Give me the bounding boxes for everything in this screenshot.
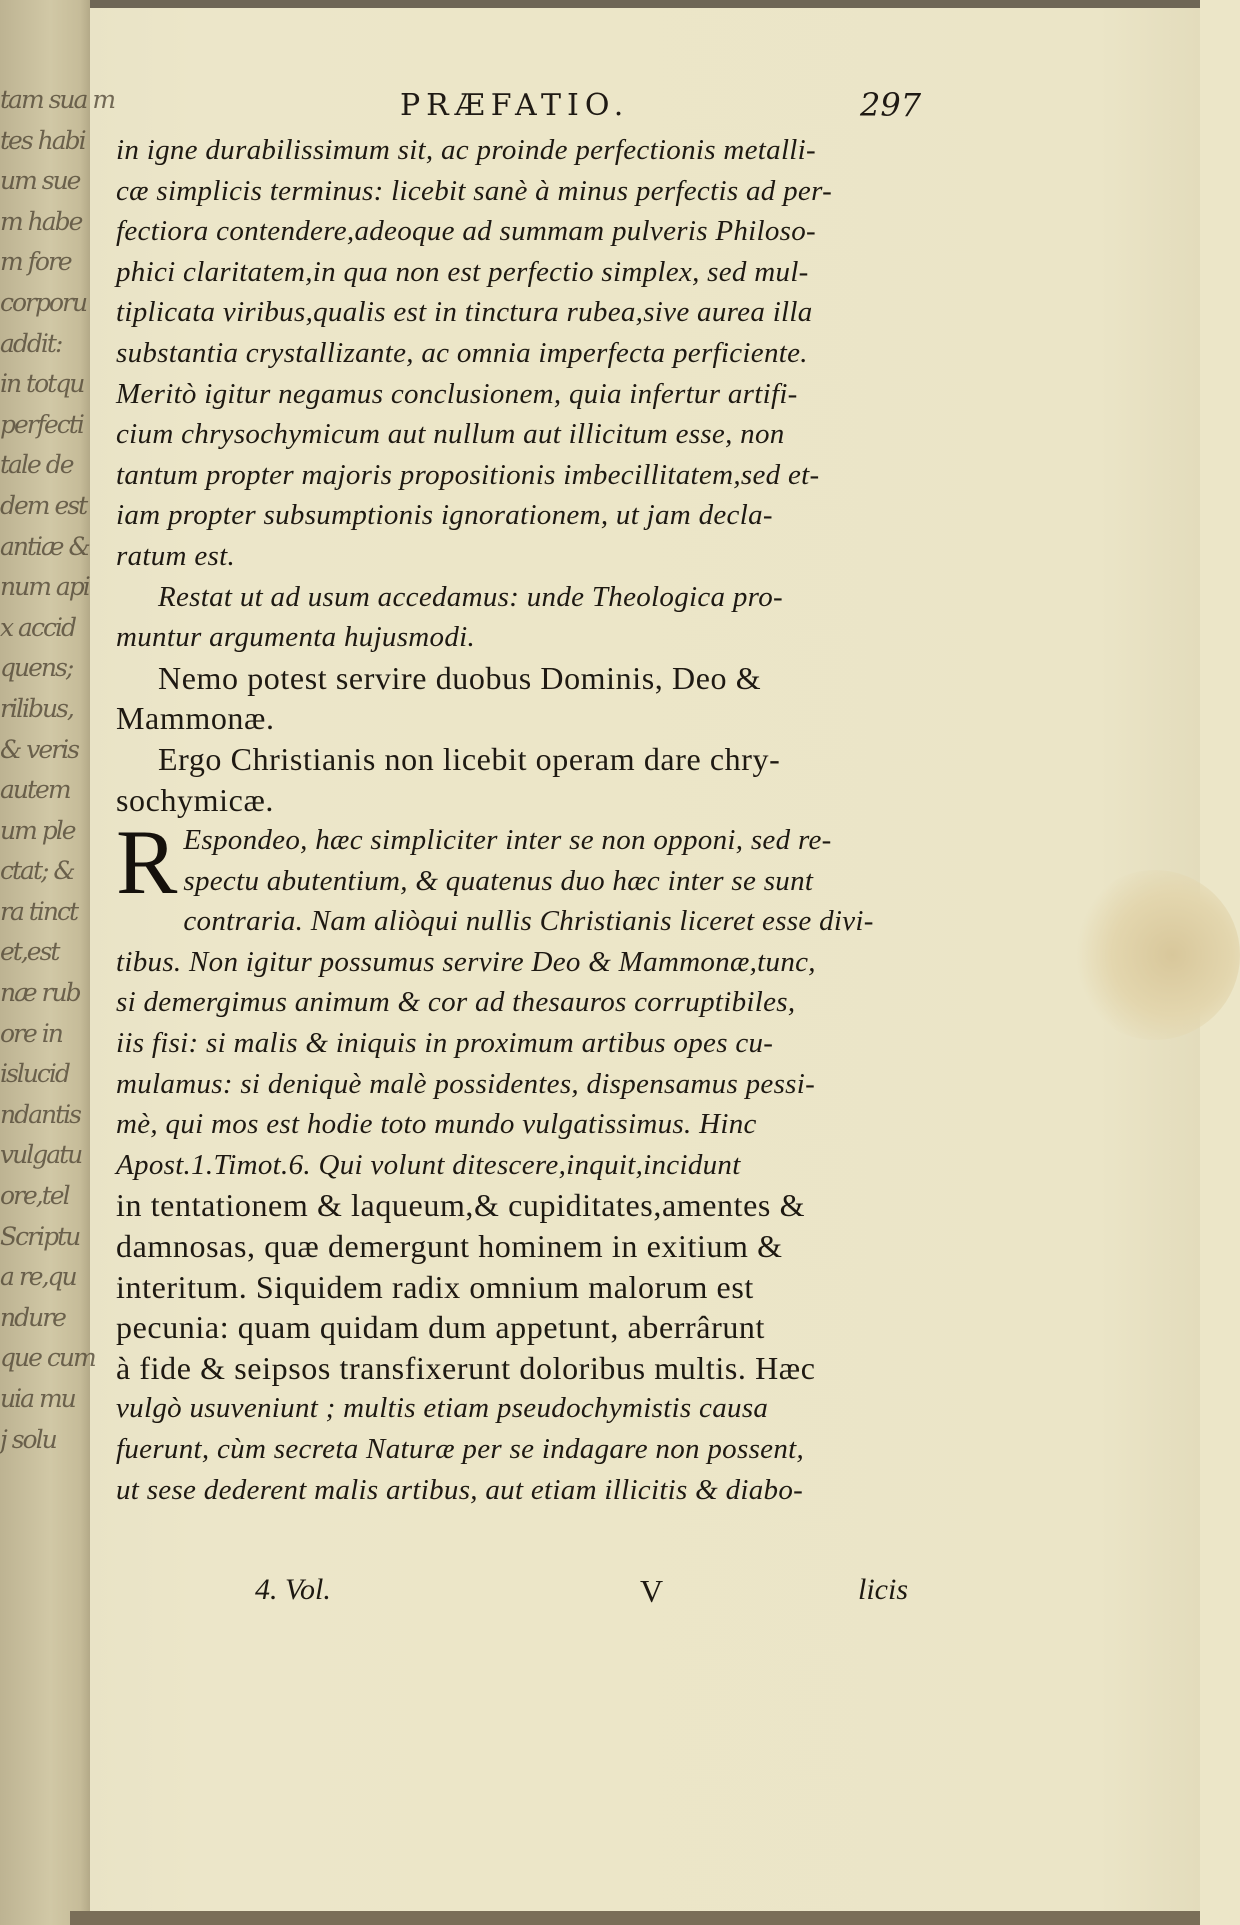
text-line: muntur argumenta hujusmodi. [116, 621, 476, 654]
page-footer [0, 1573, 1200, 1613]
bleed-fragment: corporu [0, 287, 87, 317]
drop-cap-paragraph [116, 811, 916, 914]
text-line: cæ simplicis terminus: licebit sanè à minus perfectis ad per- [116, 174, 833, 207]
bleed-fragment: num api [0, 572, 89, 602]
text-line: si demergimus animum & cor ad thesauros corruptibiles, [116, 986, 796, 1019]
text-line: substantia crystallizante, ac omnia imperfecta perficiente. [116, 336, 808, 369]
bottom-edge [70, 1911, 1200, 1925]
text-line: sochymicæ. [116, 781, 274, 818]
text-line: mè, qui mos est hodie toto mundo vulgatissimus. Hinc [116, 1108, 757, 1141]
text-line: vulgò usuveniunt ; multis etiam pseudochymistis causa [116, 1392, 769, 1425]
bleed-fragment: m fore [0, 247, 71, 277]
bleed-fragment: a re,qu [0, 1262, 76, 1292]
text-line: phici claritatem,in qua non est perfectio simplex, sed mul- [116, 255, 809, 288]
paragraph-block-2 [116, 901, 916, 1510]
drop-cap-initial: R [116, 811, 178, 914]
body-text [116, 130, 916, 1510]
bleed-fragment: tes habi [0, 125, 85, 155]
text-line: tantum propter majoris propositionis imbecillitatem,sed et- [116, 458, 820, 491]
bleed-fragment: islucid [0, 1059, 69, 1089]
paper-stain [1070, 870, 1240, 1040]
bleed-fragment: um ple [0, 815, 75, 845]
text-line: Ergo Christianis non licebit operam dare chry- [158, 740, 781, 777]
running-header: PRÆFATIO. [400, 88, 630, 123]
text-line: spectu abutentium, & quatenus duo hæc inter se sunt [183, 864, 814, 897]
text-line: Meritò igitur negamus conclusionem, quia infertur artifi- [116, 377, 798, 410]
text-line: Apost.1.Timot.6. Qui volunt ditescere,inquit,incidunt [116, 1148, 741, 1181]
bleed-fragment: antiæ & [0, 531, 89, 561]
text-line: pecunia: quam quidam dum appetunt, aberrârunt [116, 1309, 766, 1346]
text-line: cium chrysochymicum aut nullum aut illicitum esse, non [116, 418, 785, 451]
text-line: ratum est. [116, 539, 235, 572]
facing-page-bleed [0, 80, 115, 1600]
text-line: in igne durabilissimum sit, ac proinde perfectionis metalli- [116, 134, 816, 166]
bleed-fragment: Scriptu [0, 1221, 80, 1251]
text-line: tiplicata viribus,qualis est in tinctura rubea,sive aurea illa [116, 296, 813, 329]
text-line: Restat ut ad usum accedamus: unde Theologica pro- [158, 580, 783, 613]
text-line: Espondeo, hæc simpliciter inter se non opponi, sed re- [183, 824, 832, 857]
bleed-fragment: j solu [0, 1424, 56, 1454]
text-line: interitum. Siquidem radix omnium malorum est [116, 1268, 754, 1305]
text-line: mulamus: si deniquè malè possidentes, dispensamus pessi- [116, 1067, 816, 1100]
bleed-fragment: quens; [0, 653, 73, 683]
bleed-fragment: perfecti [0, 409, 83, 439]
text-line: damnosas, quæ demergunt hominem in exitium & [116, 1228, 783, 1265]
text-line: iis fisi: si malis & iniquis in proximum artibus opes cu- [116, 1027, 774, 1060]
bleed-fragment: ore in [0, 1018, 62, 1048]
catchword: licis [858, 1573, 908, 1606]
bleed-fragment: ndure [0, 1302, 65, 1332]
bleed-fragment: uia mu [0, 1384, 75, 1413]
bleed-fragment: autem [0, 775, 70, 805]
text-line: iam propter subsumptionis ignorationem, ut jam decla- [116, 499, 773, 532]
text-line: ut sese dederent malis artibus, aut etiam illicitis & diabo- [116, 1473, 804, 1506]
bleed-fragment: m habe [0, 206, 82, 236]
bleed-fragment: ndantis [0, 1099, 80, 1129]
text-line: à fide & seipsos transfixerunt doloribus multis. Hæc [116, 1349, 816, 1386]
bleed-fragment: addit: [0, 328, 62, 358]
bleed-fragment: ore,tel [0, 1181, 69, 1211]
bleed-fragment: dem est [0, 490, 87, 520]
text-line: Nemo potest servire duobus Dominis, Deo & [158, 659, 762, 696]
bleed-fragment: um sue [0, 166, 80, 196]
gathering-mark: V [640, 1573, 664, 1609]
bleed-fragment: ctat; & [0, 856, 74, 886]
text-line: Mammonæ. [116, 700, 275, 737]
page-number: 297 [860, 86, 922, 124]
bleed-fragment: vulgatu [0, 1140, 82, 1170]
text-line: fectiora contendere,adeoque ad summam pulveris Philoso- [116, 215, 817, 248]
bleed-fragment: x accid [0, 612, 75, 642]
paragraph-block-1 [116, 130, 916, 820]
text-line: tibus. Non igitur possumus servire Deo & Mammonæ,tunc, [116, 945, 816, 978]
bleed-fragment: et,est [0, 937, 59, 967]
top-edge [90, 0, 1200, 8]
bleed-fragment: tale de [0, 450, 73, 480]
text-line: contraria. Nam aliòqui nullis Christianis liceret esse divi- [183, 905, 874, 938]
bleed-fragment: tam sua m [0, 85, 115, 114]
bleed-fragment: næ rub [0, 978, 80, 1008]
bleed-fragment: que cum [0, 1343, 95, 1373]
bleed-fragment: in totqu [0, 369, 84, 399]
signature-mark: 4. Vol. [255, 1573, 331, 1606]
bleed-fragment: & veris [0, 734, 78, 764]
bleed-fragment: ra tinct [0, 896, 77, 926]
bleed-fragment: rilibus, [0, 693, 73, 723]
text-line: fuerunt, cùm secreta Naturæ per se indagare non possent, [116, 1433, 805, 1465]
text-line: in tentationem & laqueum,& cupiditates,amentes & [116, 1187, 806, 1224]
